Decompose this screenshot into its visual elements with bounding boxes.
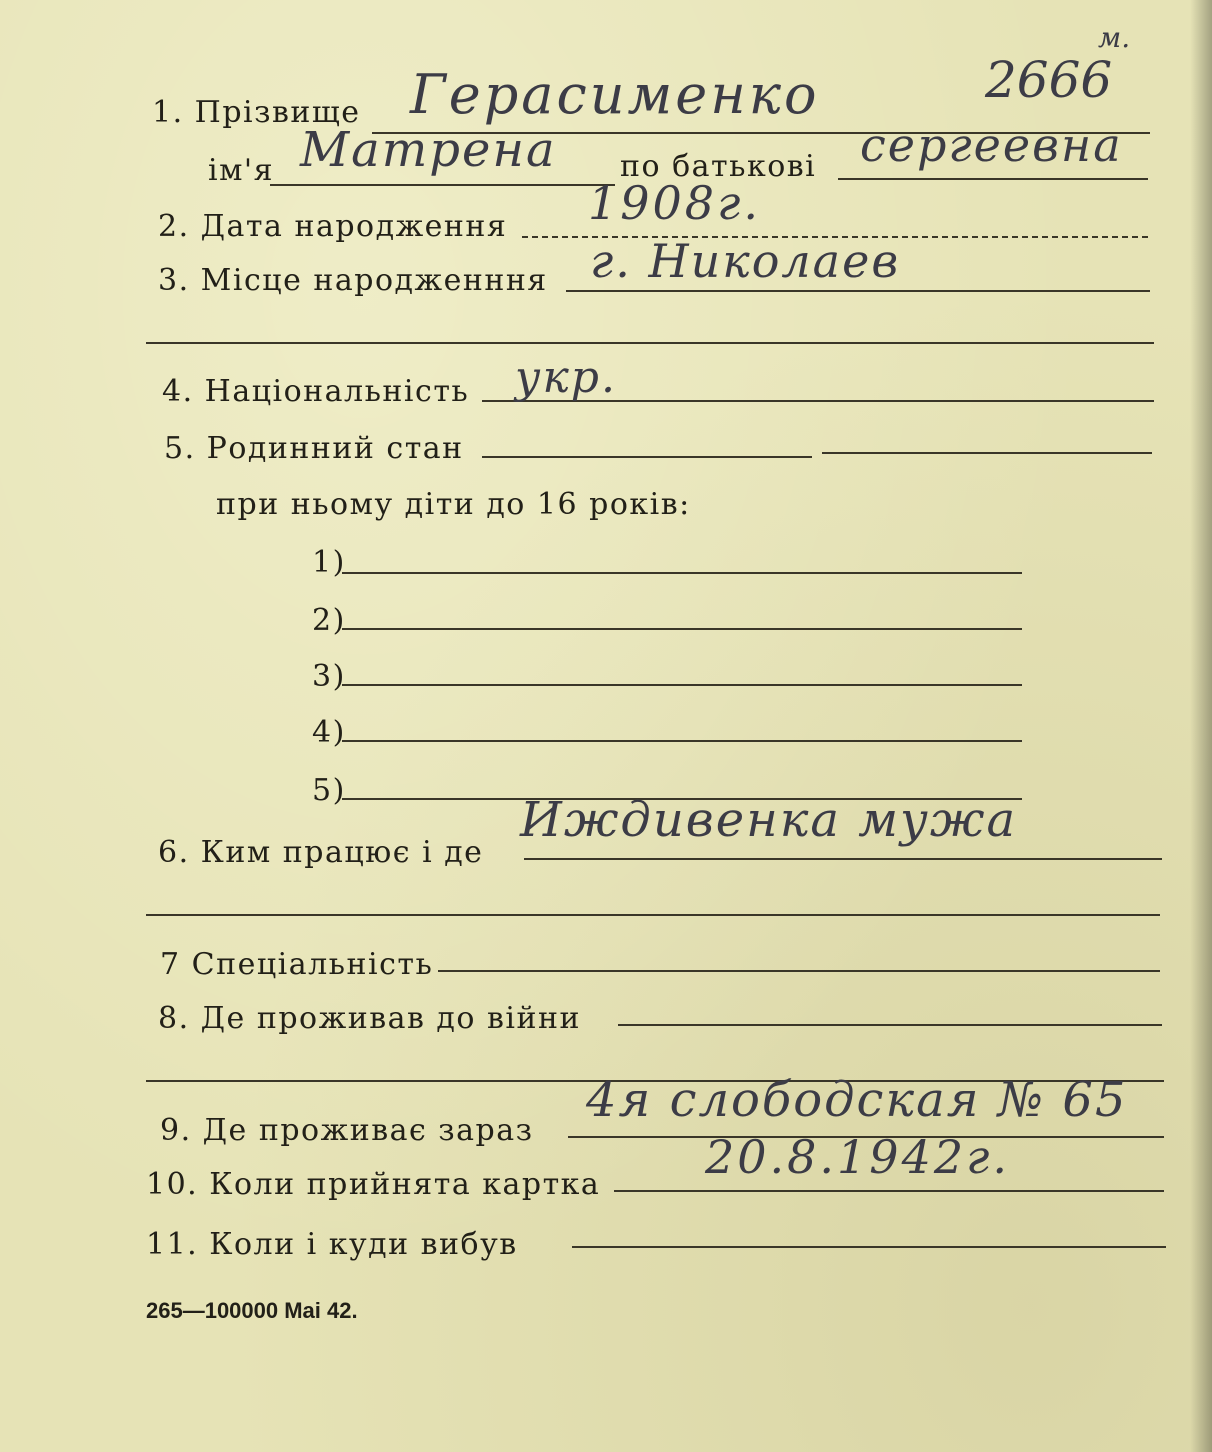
patronymic-label: по батькові (620, 149, 817, 184)
child-5-label: 5) (312, 773, 346, 808)
current-residence-value: 4я слободская № 65 (586, 1072, 1128, 1128)
surname-label: 1. Прізвище (152, 95, 361, 130)
birth-place-line-2 (146, 342, 1154, 344)
work-value: Иждивенка мужа (520, 792, 1018, 848)
prewar-residence-label: 8. Де проживав до війни (158, 1001, 581, 1036)
specialty-line (438, 970, 1160, 972)
specialty-label: 7 Спеціальність (160, 947, 434, 982)
birth-place-value: г. Николаев (590, 234, 901, 288)
family-status-line-2 (822, 452, 1152, 454)
card-accepted-value: 20.8.1942г. (705, 1130, 1010, 1184)
child-4-label: 4) (312, 715, 346, 750)
work-line-2 (146, 914, 1160, 916)
card-accepted-line (614, 1190, 1164, 1192)
birth-place-line (566, 290, 1150, 292)
birth-date-label: 2. Дата народження (158, 209, 508, 244)
card-accepted-label: 10. Коли прийнята картка (146, 1167, 601, 1202)
first-name-label: ім'я (208, 153, 275, 188)
child-2-label: 2) (312, 603, 346, 638)
birth-date-value: 1908г. (588, 176, 761, 230)
birth-place-label: 3. Місце народженння (158, 263, 548, 298)
work-line (524, 858, 1162, 860)
departure-line (572, 1246, 1166, 1248)
child-1-line (342, 572, 1022, 574)
child-4-line (342, 740, 1022, 742)
prewar-residence-line (618, 1024, 1162, 1026)
work-label: 6. Ким працює і де (158, 835, 484, 870)
child-3-label: 3) (312, 659, 346, 694)
nationality-label: 4. Національність (162, 374, 470, 409)
child-3-line (342, 684, 1022, 686)
child-2-line (342, 628, 1022, 630)
patronymic-line (838, 178, 1148, 180)
serial-number: 2666 (985, 51, 1113, 109)
patronymic-value: сергеевна (860, 118, 1123, 172)
print-run-note: 265—100000 Mai 42. (146, 1298, 358, 1323)
nationality-value: укр. (515, 352, 617, 403)
surname-value: Герасименко (410, 63, 820, 126)
first-name-value: Матрена (300, 122, 557, 178)
current-residence-label: 9. Де проживає зараз (160, 1113, 534, 1148)
departure-label: 11. Коли і куди вибув (146, 1227, 518, 1262)
child-1-label: 1) (312, 545, 346, 580)
family-status-label: 5. Родинний стан (164, 431, 464, 466)
children-label: при ньому діти до 16 років: (216, 487, 691, 522)
serial-suffix: м. (1098, 21, 1131, 54)
family-status-line (482, 456, 812, 458)
first-name-line (270, 184, 615, 186)
